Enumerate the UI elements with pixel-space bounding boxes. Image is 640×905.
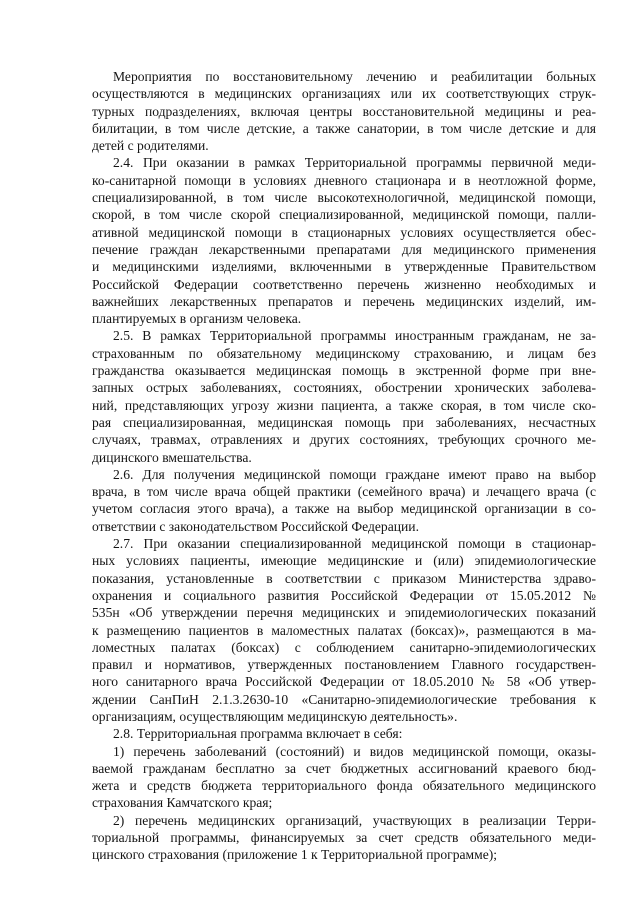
- text-line: учетом согласия этого врача), а также на выбор медицинской организации в со-: [92, 501, 596, 517]
- text-line: ных условиях пациенты, имеющие медицинские и (или) эпидемиологические: [92, 553, 596, 569]
- text-line: детей с родителями.: [92, 138, 209, 154]
- text-line: осуществляются в медицинских организациях или их соответствующих струк-: [92, 86, 596, 102]
- text-line: билитации, в том числе детские, а также санатории, в том числе детские и для: [92, 120, 596, 136]
- text-line: специализированной, в том числе высокотехнологичной, медицинской помощи,: [92, 190, 596, 206]
- text-line: цинского страхования (приложение 1 к Территориальной программе);: [92, 847, 498, 863]
- document-body-text: [92, 68, 596, 864]
- text-line: врача, в том числе врача общей практики (семейного врача) и лечащего врача (с: [92, 484, 596, 500]
- text-line: ного санитарного врача Российской Федерации от 18.05.2010 № 58 «Об утвер-: [92, 674, 596, 690]
- text-line: ний, представляющих угрозу жизни пациента, а также скорая, в том числе ско-: [92, 397, 596, 413]
- text-line: 2.5. В рамках Территориальной программы иностранным гражданам, не за-: [113, 328, 596, 344]
- text-line: печение граждан лекарственными препаратами для медицинского применения: [92, 241, 596, 257]
- text-line: охранения и социального развития Российской Федерации от 15.05.2012 №: [92, 587, 596, 603]
- text-line: 535н «Об утверждении перечня медицинских и эпидемиологических показаний: [92, 605, 596, 621]
- text-line: ответствии с законодательством Российской Федерации.: [92, 518, 419, 534]
- text-line: 2.4. При оказании в рамках Территориальной программы первичной меди-: [113, 155, 596, 171]
- text-line: ториальной программы, финансируемых за счет средств обязательного меди-: [92, 830, 596, 846]
- text-line: гражданства оказывается медицинская помощь в экстренной форме при вне-: [92, 363, 596, 379]
- text-line: ко-санитарной помощи в условиях дневного стационара и в неотложной форме,: [92, 172, 596, 188]
- text-line: 2.6. Для получения медицинской помощи граждане имеют право на выбор: [113, 466, 596, 482]
- text-line: организациям, осуществляющим медицинскую деятельность».: [92, 708, 458, 724]
- text-line: 1) перечень заболеваний (состояний) и видов медицинской помощи, оказы-: [113, 743, 596, 759]
- text-line: Мероприятия по восстановительному лечению и реабилитации больных: [113, 69, 596, 84]
- text-line: Российской Федерации соответственно перечень жизненно необходимых и: [92, 276, 596, 292]
- text-line: случаях, травмах, отравлениях и других состояниях, требующих срочного ме-: [92, 432, 596, 448]
- text-line: ждении СанПиН 2.1.3.2630-10 «Санитарно-эпидемиологические требования к: [92, 691, 596, 707]
- text-line: дицинского вмешательства.: [92, 449, 252, 465]
- text-line: ативной медицинской помощи в стационарных условиях осуществляется обес-: [92, 224, 596, 240]
- text-line: показания, установленные в соответствии с приказом Министерства здраво-: [92, 570, 596, 586]
- text-line: правил и нормативов, утвержденных постановлением Главного государствен-: [92, 657, 596, 673]
- text-line: 2.7. При оказании специализированной медицинской помощи в стационар-: [113, 536, 596, 552]
- text-line: важнейших лекарственных препаратов и перечень медицинских изделий, им-: [92, 293, 596, 309]
- text-line: турных подразделениях, включая центры восстановительной медицины и реа-: [92, 103, 596, 119]
- text-line: страхованным по обязательному медицинскому страхованию, и лицам без: [92, 345, 596, 361]
- text-line: страхования Камчатского края;: [92, 795, 273, 811]
- text-line: к размещению пациентов в маломестных палатах (боксах)», размещаются в ма-: [92, 622, 596, 638]
- text-line: и медицинскими изделиями, включенными в утвержденные Правительством: [92, 259, 596, 275]
- text-line: рая специализированная, медицинская помощь при заболеваниях, несчастных: [92, 414, 596, 430]
- text-line: запных острых заболеваниях, состояниях, обострении хронических заболева-: [92, 380, 596, 396]
- text-line: 2) перечень медицинских организаций, участвующих в реализации Терри-: [113, 812, 596, 828]
- text-line: жета и средств бюджета территориального фонда обязательного медицинского: [92, 778, 596, 794]
- text-line: ломестных палатах (боксах) с соблюдением санитарно-эпидемиологических: [92, 639, 596, 655]
- text-line: 2.8. Территориальная программа включает в себя:: [113, 726, 403, 742]
- text-line: ваемой гражданам бесплатно за счет бюджетных ассигнований краевого бюд-: [92, 760, 596, 776]
- text-line: скорой, в том числе скорой специализированной, медицинской помощи, палли-: [92, 207, 596, 223]
- text-line: плантируемых в организм человека.: [92, 311, 302, 327]
